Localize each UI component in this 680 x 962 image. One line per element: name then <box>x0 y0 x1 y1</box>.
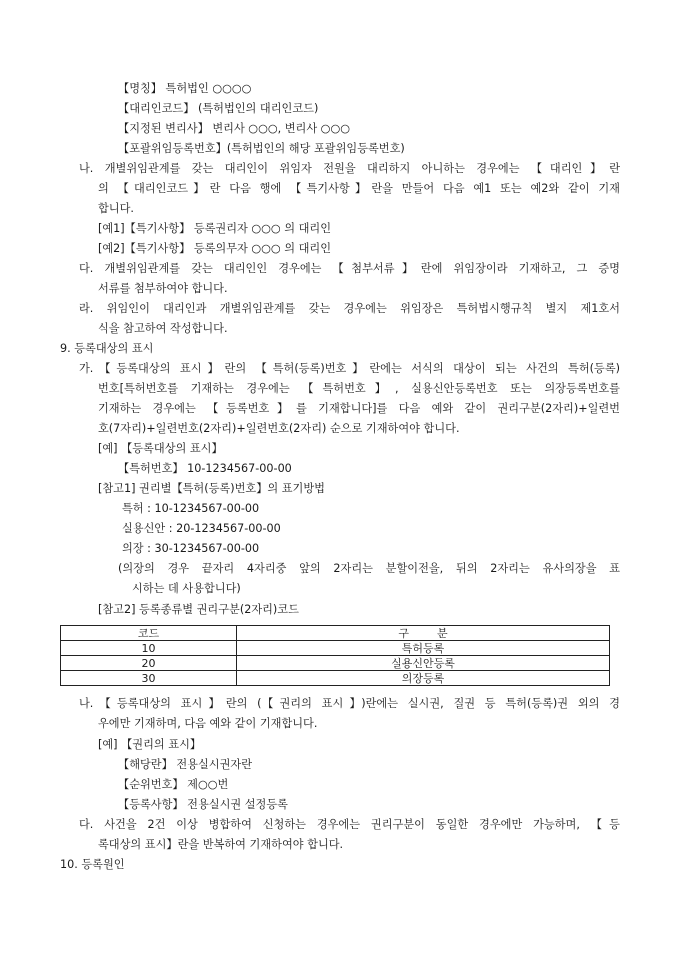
agent-name-line: 【명칭】 특허법인 ○○○○ <box>118 82 252 95</box>
reference-1-patent: 특허 : 10-1234567-00-00 <box>122 502 260 515</box>
item-ga-line4: 호(7자리)+일련번호(2자리)+일련번호(2자리) 순으로 기재하여야 합니다. <box>98 422 460 435</box>
item-ra-line1: 라. 위임인이 대리인과 개별위임관계를 갖는 경우에는 위임장은 특허법시행규칙 별지 제1호서 <box>79 302 620 315</box>
reference-2-heading: [참고2] 등록종류별 권리구분(2자리)코드 <box>98 603 299 616</box>
table-row <box>61 656 610 671</box>
table-header-category: 구 분 <box>237 626 610 641</box>
reference-1-design: 의장 : 30-1234567-00-00 <box>122 542 260 555</box>
designated-attorney-line: 【지정된 변리사】 변리사 ○○○, 변리사 ○○○ <box>118 122 350 135</box>
example-1-line: [예1]【특기사항】 등록권리자 ○○○ 의 대리인 <box>98 222 332 235</box>
comprehensive-delegation-line: 【포괄위임등록번호】(특허법인의 해당 포괄위임등록번호) <box>118 142 405 155</box>
item-na-line2: 의 【대리인코드】란 다음 행에 【특기사항】란을 만들어 다음 예1 또는 예2와 같이 기재 <box>98 182 620 195</box>
rights-code-table <box>60 625 610 686</box>
item-ga-line2: 번호[특허번호를 기재하는 경우에는 【특허번호】, 실용신안등록번호 또는 의장등록번호를 <box>98 382 620 395</box>
item-da-line2: 서류를 첨부하여야 합니다. <box>98 282 228 295</box>
table-cell-category: 특허등록 <box>237 641 610 656</box>
section-10-heading: 10. 등록원인 <box>60 858 125 871</box>
section-9-heading: 9. 등록대상의 표시 <box>60 342 154 355</box>
table-cell-code: 20 <box>61 656 237 671</box>
item-ra-line2: 식을 참고하여 작성합니다. <box>98 322 228 335</box>
item-da2-line2: 록대상의 표시】란을 반복하여 기재하여야 합니다. <box>98 838 344 851</box>
item-na-line3: 합니다. <box>98 202 134 215</box>
item-na2-line1: 나.【등록대상의 표시】란의 (【권리의 표시】)란에는 실시권, 질권 등 특허(등록)권 외의 경 <box>79 697 620 710</box>
table-header-row <box>61 626 610 641</box>
item-da2-line1: 다. 사건을 2건 이상 병합하여 신청하는 경우에는 권리구분이 동일한 경우에만 가능하며, 【등 <box>79 818 620 831</box>
table-cell-code: 30 <box>61 671 237 686</box>
reference-1-note-line1: (의장의 경우 끝자리 4자리중 앞의 2자리는 분할이전을, 뒤의 2자리는 유사의장을 표 <box>118 562 620 575</box>
table-cell-code: 10 <box>61 641 237 656</box>
item-da-line1: 다. 개별위임관계를 갖는 대리인인 경우에는 【첨부서류】란에 위임장이라 기재하고, 그 증명 <box>79 262 620 275</box>
table-row <box>61 641 610 656</box>
example-priority-number: 【순위번호】 제○○번 <box>118 778 229 791</box>
item-na-line1: 나. 개별위임관계를 갖는 대리인이 위임자 전원을 대리하지 아니하는 경우에는 【대리인】란 <box>79 162 620 175</box>
reference-1-utility: 실용신안 : 20-1234567-00-00 <box>122 522 281 535</box>
table-cell-category: 실용신안등록 <box>237 656 610 671</box>
example-applicable-field: 【해당란】 전용실시권자란 <box>118 758 253 771</box>
example-2-line: [예2]【특기사항】 등록의무자 ○○○ 의 대리인 <box>98 242 332 255</box>
example-registration-target: [예] 【등록대상의 표시】 <box>98 442 223 455</box>
table-row <box>61 671 610 686</box>
table-header-code: 코드 <box>61 626 237 641</box>
example-rights-display: [예] 【권리의 표시】 <box>98 738 202 751</box>
table-cell-category: 의장등록 <box>237 671 610 686</box>
reference-1-note-line2: 시하는 데 사용합니다) <box>132 582 241 595</box>
agent-code-line: 【대리인코드】 (특허법인의 대리인코드) <box>118 102 319 115</box>
reference-1-heading: [참고1] 권리별【특허(등록)번호】의 표기방법 <box>98 482 325 495</box>
example-registration-matter: 【등록사항】 전용실시권 설정등록 <box>118 798 288 811</box>
item-ga-line1: 가.【등록대상의 표시】란의 【특허(등록)번호】란에는 서식의 대상이 되는 사건의 특허(등록) <box>79 362 620 375</box>
item-na2-line2: 우에만 기재하며, 다음 예와 같이 기재합니다. <box>98 717 318 730</box>
item-ga-line3: 기재하는 경우에는 【등록번호】를 기재합니다]를 다음 예와 같이 권리구분(2자리)+일련번 <box>98 402 620 415</box>
example-patent-number: 【특허번호】 10-1234567-00-00 <box>118 462 292 475</box>
